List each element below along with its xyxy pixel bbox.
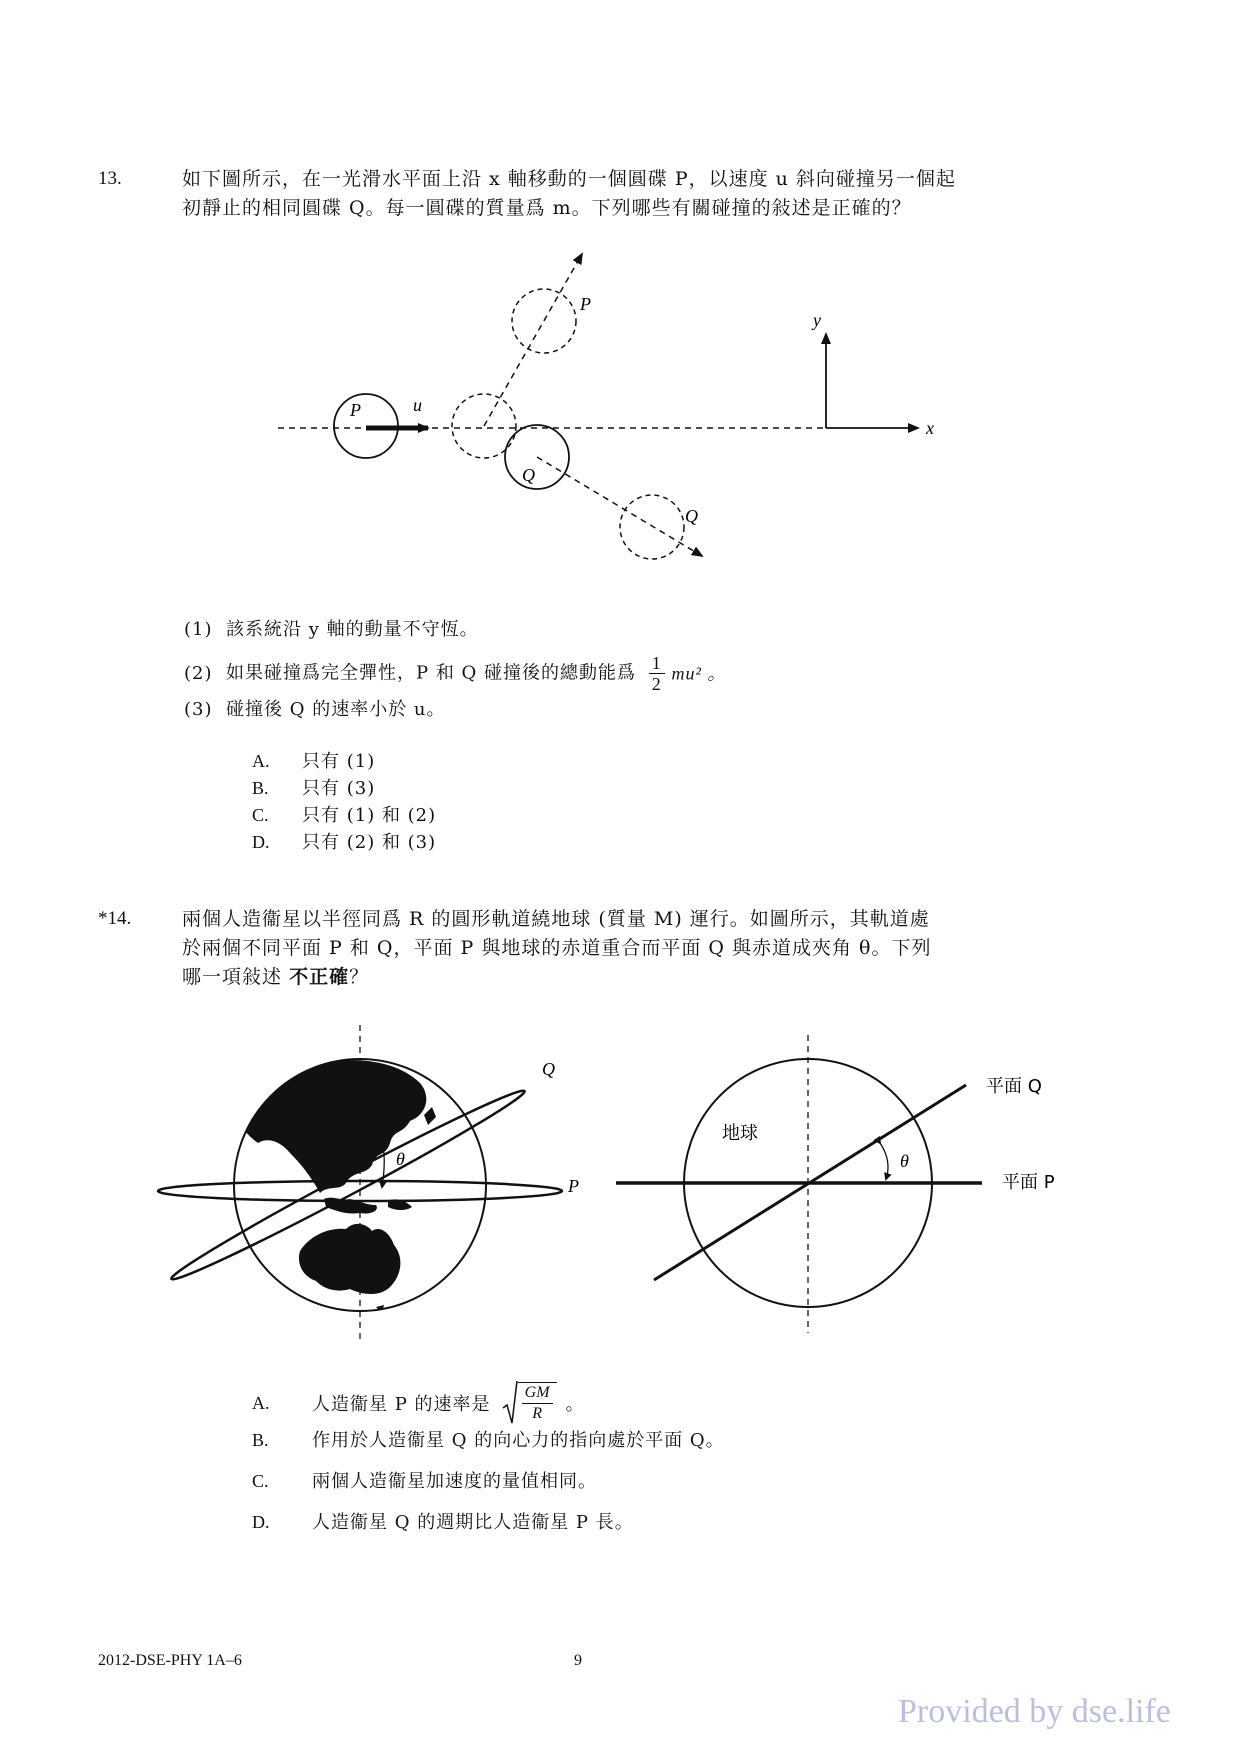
question-14-option-c[interactable] (252, 1467, 597, 1493)
statement-2-energy-term: mu² 。 (671, 663, 727, 684)
question-13-line-1: 如下圖所示，在一光滑水平面上沿 x 軸移動的一個圓碟 P，以速度 u 斜向碰撞另一個起 (182, 168, 956, 190)
right-theta-arc (880, 1143, 888, 1179)
option-c-letter: C. (252, 805, 269, 825)
disc-q-rest-label: Q (522, 465, 535, 485)
question-14-line-3-pre: 哪一項敍述 (182, 966, 283, 988)
asia-landmass (232, 1060, 426, 1193)
earth-orbits-diagram (140, 1025, 600, 1345)
question-13-options (252, 748, 436, 856)
q14-option-a-letter: A. (252, 1392, 270, 1413)
question-13-number: 13. (98, 168, 122, 189)
statement-2 (184, 653, 726, 694)
q14-option-d-text: 人造衞星 Q 的週期比人造衞星 P 長。 (312, 1512, 634, 1533)
statement-2-number: (2) (184, 662, 213, 684)
disc-q-final-label: Q (685, 506, 698, 526)
question-14-option-b[interactable] (252, 1426, 725, 1452)
question-14-line-3-post: ？ (349, 966, 370, 988)
option-c-text: 只有 (1) 和 (2) (302, 805, 437, 826)
question-14-option-d[interactable] (252, 1508, 634, 1534)
q14-option-a-text: 人造衞星 P 的速率是 (312, 1394, 491, 1415)
fraction-denominator: 2 (651, 674, 662, 694)
statement-2-text: 如果碰撞爲完全彈性，P 和 Q 碰撞後的總動能爲 (226, 662, 637, 684)
statement-1-text: 該系統沿 y 軸的動量不守恆。 (226, 619, 479, 640)
japan-islands (424, 1107, 436, 1125)
disc-p-final-dashed (512, 289, 576, 353)
statement-3 (184, 698, 446, 722)
statement-3-number: (3) (184, 699, 213, 720)
option-d-text: 只有 (2) 和 (3) (302, 832, 437, 853)
left-theta-label: θ (396, 1149, 405, 1169)
q14-option-d-letter: D. (252, 1512, 270, 1532)
question-14-not-correct: 不正確 (289, 966, 350, 988)
statement-1-number: (1) (184, 619, 213, 640)
option-a[interactable] (252, 748, 436, 775)
left-orbit-q-label: Q (542, 1059, 555, 1079)
plane-q-label: 平面 Q (986, 1076, 1042, 1097)
watermark-text[interactable]: Provided by dse.life (898, 1693, 1171, 1730)
earth-label: 地球 (722, 1123, 758, 1144)
question-13-line-2: 初靜止的相同圓碟 Q。每一圓碟的質量爲 m。下列哪些有關碰撞的敍述是正確的？ (182, 197, 912, 219)
y-axis-label: y (813, 310, 821, 330)
footer-paper-code: 2012-DSE-PHY 1A–6 (98, 1652, 242, 1669)
q14-option-a-end: 。 (565, 1394, 585, 1415)
question-14-line-2: 於兩個不同平面 P 和 Q，平面 P 與地球的赤道重合而平面 Q 與赤道成夾角 θ。下列 (182, 937, 932, 959)
question-14-option-a[interactable] (252, 1380, 585, 1420)
fraction-half (649, 653, 665, 694)
question-14-number: *14. (98, 908, 132, 929)
sqrt-numerator: GM (522, 1383, 553, 1404)
q14-option-b-text: 作用於人造衞星 Q 的向心力的指向處於平面 Q。 (312, 1430, 725, 1451)
fraction-numerator: 1 (649, 653, 665, 674)
option-d[interactable] (252, 829, 436, 856)
sqrt-expression (502, 1380, 557, 1426)
q14-option-b-letter: B. (252, 1430, 269, 1450)
q14-option-c-letter: C. (252, 1471, 269, 1491)
question-14-line-1: 兩個人造衞星以半徑同爲 R 的圓形軌道繞地球 (質量 M) 運行。如圖所示，其軌道處 (182, 908, 930, 930)
disc-p-initial-label: P (350, 400, 361, 420)
question-14-line-3 (182, 963, 1082, 992)
question-13-text (182, 165, 1082, 223)
disc-p-final-label: P (580, 294, 591, 314)
left-orbit-p-label: P (568, 1176, 579, 1196)
sqrt-sign-icon (502, 1380, 518, 1426)
option-b[interactable] (252, 775, 436, 802)
australia-landmass (299, 1224, 400, 1294)
orbital-planes-diagram (610, 1025, 1110, 1345)
option-b-text: 只有 (3) (302, 778, 376, 799)
q-path-after (537, 457, 702, 556)
option-b-letter: B. (252, 778, 269, 798)
right-theta-label: θ (900, 1151, 909, 1171)
option-c[interactable] (252, 802, 436, 829)
x-axis-label: x (926, 418, 934, 438)
option-a-letter: A. (252, 751, 270, 771)
disc-q-final-dashed (620, 495, 684, 559)
question-14-text (182, 905, 1082, 992)
p-path-after (484, 254, 582, 426)
velocity-label: u (413, 395, 422, 415)
collision-diagram (0, 230, 1235, 590)
sqrt-denominator: R (532, 1405, 542, 1422)
statement-1 (184, 618, 479, 642)
q14-option-c-text: 兩個人造衞星加速度的量值相同。 (312, 1471, 597, 1492)
option-a-text: 只有 (1) (302, 751, 376, 772)
option-d-letter: D. (252, 832, 270, 852)
footer-page-number: 9 (574, 1652, 582, 1669)
plane-p-label: 平面 P (1002, 1172, 1055, 1193)
statement-3-text: 碰撞後 Q 的速率小於 u。 (226, 699, 446, 720)
